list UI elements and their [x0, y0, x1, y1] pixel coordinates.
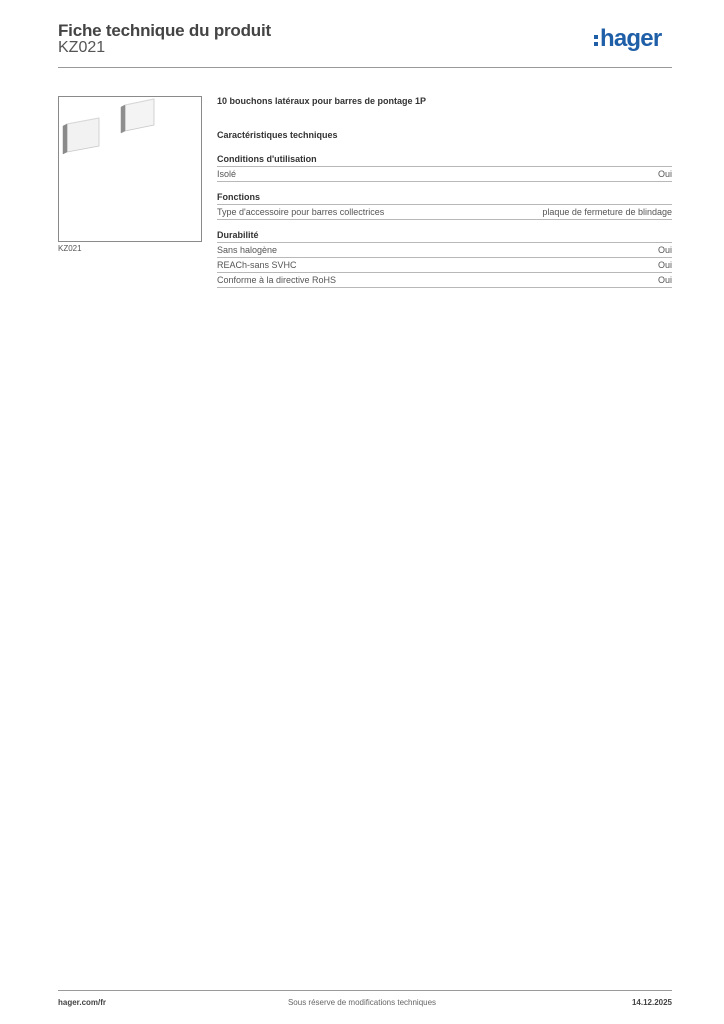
logo-wordmark: hager — [600, 25, 662, 52]
group-title: Durabilité — [217, 230, 672, 243]
table-row — [217, 167, 672, 182]
footer-disclaimer: Sous réserve de modifications techniques — [287, 998, 437, 1007]
row-label: Isolé — [217, 169, 237, 179]
header-divider — [58, 67, 672, 68]
row-value: Oui — [657, 169, 672, 179]
image-caption: KZ021 — [58, 244, 82, 253]
product-name: 10 bouchons latéraux pour barres de pontage 1P — [217, 96, 427, 106]
table-row — [217, 258, 672, 273]
row-value: Oui — [657, 275, 672, 285]
table-row — [217, 273, 672, 288]
end-cap-illustration-icon — [59, 97, 201, 241]
row-label: REACh-sans SVHC — [217, 260, 297, 270]
footer-divider — [58, 990, 672, 991]
characteristics-panel — [217, 96, 672, 298]
row-value: plaque de fermeture de blindage — [542, 207, 672, 217]
group-durabilite — [217, 230, 672, 288]
table-row — [217, 243, 672, 258]
footer-website-link[interactable]: hager.com/fr — [58, 998, 107, 1007]
row-value: Oui — [657, 245, 672, 255]
group-conditions — [217, 154, 672, 182]
group-title: Fonctions — [217, 192, 672, 205]
group-fonctions — [217, 192, 672, 220]
product-reference: KZ021 — [58, 39, 106, 56]
logo-dots-icon — [594, 35, 598, 46]
row-value: Oui — [657, 260, 672, 270]
hager-logo — [594, 25, 662, 52]
row-label: Conforme à la directive RoHS — [217, 275, 337, 285]
footer-date: 14.12.2025 — [631, 998, 672, 1007]
product-image — [58, 96, 202, 242]
table-row — [217, 205, 672, 220]
row-label: Type d'accessoire pour barres collectrices — [217, 207, 385, 217]
row-label: Sans halogène — [217, 245, 278, 255]
page-title: Fiche technique du produit — [58, 21, 271, 40]
group-title: Conditions d'utilisation — [217, 154, 672, 167]
section-heading: Caractéristiques techniques — [217, 130, 338, 140]
